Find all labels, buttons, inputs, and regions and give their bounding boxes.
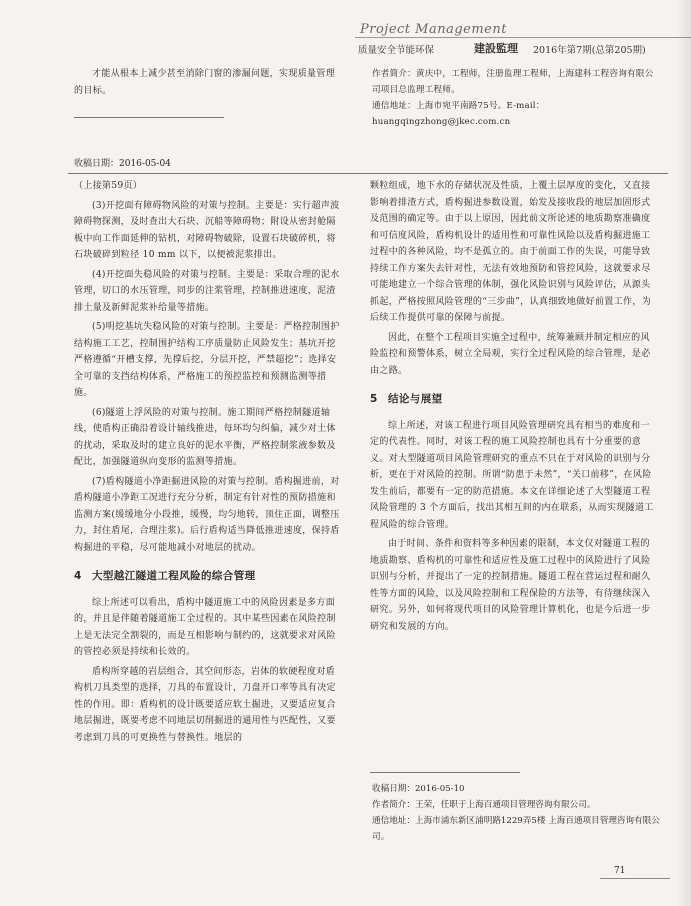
- author-address: 通信地址：上海市宛平南路75号。E-mail：huangqingzhong@jkec.com.cn: [372, 101, 545, 127]
- issue-label: 2016年第7期(总第205期): [533, 45, 646, 56]
- paragraph: (5)明挖基坑失稳风险的对策与控制。主要是：严格控制围护结构施工工艺，控制围护结构工序质量防止风险发生；基坑开挖严格遵循“开槽支撑，先撑后挖，分层开挖，严禁超挖”；选择安全可靠的支挡结构体系，严格施工的预控监控和预测监测等措施。: [74, 322, 340, 398]
- paragraph: 由于时间、条件和资料等多种因素的限制，本文仅对隧道工程的地质勘察、盾构机的可靠性和适应性及施工过程中的风险进行了风险识别与分析，并提出了一定的控制措施。隧道工程在营运过程和耐久性等方面的风险，以及风险控制和工程保险的方法等，有待继续深入研究。另外，如何将现代项目的风险管理计算机化，也是今后进一步研究和发展的方向。: [370, 539, 651, 632]
- prev-article-ending: [74, 66, 344, 102]
- section-number: 5: [370, 393, 378, 405]
- left-column: [74, 178, 344, 749]
- right-column: [370, 178, 657, 638]
- author-note-2: [372, 781, 662, 845]
- paragraph: (3)开挖面有障碍物风险的对策与控制。主要是：实行超声波障碍物探测，及时查出大石块、沉船等障碍物；附设从密封舱隔板中向工作面延伸的钻机，对障碍物破除，设置石块破碎机，将石块破碎到粒径 10 mm 以下，以便被泥浆排出。: [74, 200, 340, 260]
- paragraph: 颗粒组成，地下水的存储状况及性质，上覆土层厚度的变化，又直接影响着排渣方式，盾构掘进参数设置，始发及接收段的地层加固形式及范围的确定等。由于以上原因，因此前文所论述的地质勘察准确度和可信度风险，盾构机设计的适用性和可靠性风险以及盾构掘进施工过程中的各种风险，均不是孤立的。由于前面工作的失误，可能导致持续工作方案失去针对性，无法有效地预防和管控风险，这就要求尽可能地建立一个综合管理的体制，强化风险识别与风险评估，从源头抓起，严格按照风险管理的“三步曲”，认真细致地做好前置工作，为后续工作提供可靠的保障与前提。: [370, 181, 652, 323]
- author-bio: 作者简介：黄庆中，工程师，注册监理工程师，上海建科工程咨询有限公司项目总监理工程师。: [372, 69, 654, 95]
- continued-from: （上接第59页）: [74, 181, 143, 191]
- journal-title-en: Project Management: [360, 22, 507, 37]
- author-bio: 作者简介：王荣，任职于上海百通项目管理咨询有限公司。: [372, 800, 596, 810]
- prev-article-paragraph: 才能从根本上减少甚至消除门窗的渗漏问题，实现质量管理的目标。: [74, 69, 336, 96]
- footnote-rule: [370, 772, 520, 773]
- article-separator: [68, 173, 668, 174]
- paragraph: 因此，在整个工程项目实施全过程中，统筹兼顾并制定相应的风险监控和预警体系，树立全局观，实行全过程风险的综合管理，是必由之路。: [370, 332, 651, 376]
- paragraph: 综上所述可以看出，盾构中隧道施工中的风险因素是多方面的，并且是伴随着隧道施工全过程的。其中某些因素在风险控制上是无法完全割裂的，而是互相影响与制约的，这就要求对风险的管控必须是持续和长效的。: [74, 597, 336, 657]
- received-date: 收稿日期：2016-05-10: [372, 784, 465, 794]
- section-4-heading: [74, 568, 344, 585]
- author-note: [372, 66, 662, 130]
- paragraph: 综上所述，对该工程进行项目风险管理研究具有相当的难度和一定的代表性。同时，对该工程的施工风险控制也具有十分重要的意义。对大型隧道项目风险管理研究的重点不只在于对风险的识别与分析，更在于对风险的控制。所谓“防患于未然”，“关口前移”，在风险发生前后，都要有一定的防范措施。本文在详细论述了大型隧道工程风险管理的 3 个方面后，找出其相互间的内在联系，从而实现隧道工程风险的综合管理。: [370, 420, 654, 530]
- section-title: 结论与展望: [388, 393, 443, 405]
- section-number: 4: [74, 570, 82, 582]
- journal-logo: 建設監理: [474, 42, 518, 55]
- section-5-heading: [370, 391, 657, 408]
- page-number: 71: [614, 866, 626, 876]
- footnote-rule: [74, 117, 224, 118]
- section-title: 大型越江隧道工程风险的综合管理: [92, 570, 256, 582]
- column-label: 质量安全节能环保: [358, 45, 435, 56]
- page-number-rule: [600, 878, 670, 879]
- header-rule: [355, 37, 691, 38]
- page-edge-shadow: [677, 0, 691, 906]
- paragraph: (6)隧道上浮风险的对策与控制。施工期间严格控制隧道轴线，使盾构正确沿着设计轴线推进，每环均匀纠偏，减少对土体的扰动，采取及时的建立良好的泥水平衡，严格控制浆液参数及配比，加强隧道纵向变形的监测等措施。: [74, 407, 336, 467]
- paragraph: (4)开挖面失稳风险的对策与控制。主要是：采取合理的泥水管理，切口的水压管理，同步的注浆管理，控制推进速度，泥渣排土量及新鲜泥浆补给量等措施。: [74, 269, 340, 313]
- paragraph: (7)盾构隧道小净距掘进风险的对策与控制。盾构掘进前，对盾构隧道小净距工况进行充分分析，制定有针对性的预防措施和监测方案(缓缓地分小段推，缓慢，均匀地转，顶住正面，调整压力，封住盾尾，合理注浆)。后行盾构适当降低推进速度，保持盾构掘进的平稳，尽可能地减小对地层的扰动。: [74, 476, 340, 553]
- author-address: 通信地址：上海市浦东新区浦明路1229弄5楼 上海百通项目管理咨询有限公司。: [372, 816, 660, 842]
- paragraph: 盾构所穿越的岩层组合，其空间形态，岩体的软硬程度对盾构机刀具类型的选择，刀具的布置设计，刀盘开口率等具有决定性的作用。即：盾构机的设计既要适应软土掘进，又要适应复合地层掘进，既要考虑不同地层切削掘进的通用性与匹配性，又要考虑到刀具的可更换性与替换性。地层的: [74, 666, 336, 743]
- received-date: 收稿日期：2016-05-04: [74, 159, 171, 169]
